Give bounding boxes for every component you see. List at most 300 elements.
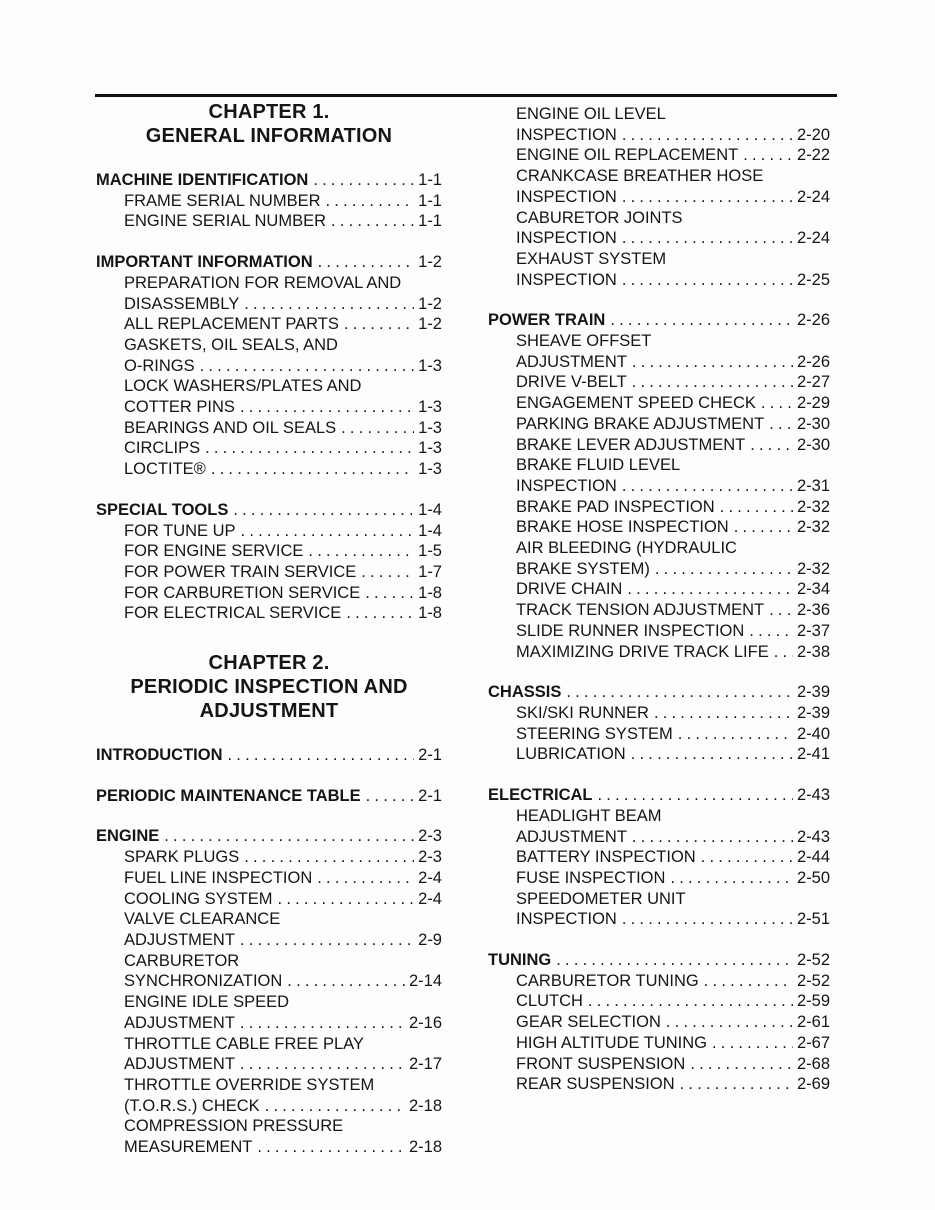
dot-leader xyxy=(257,1137,405,1158)
toc-entry-label: ALL REPLACEMENT PARTS xyxy=(124,315,339,334)
toc-entry-page: 2-18 xyxy=(408,1138,442,1157)
toc-entry-line xyxy=(96,930,442,951)
dot-leader xyxy=(678,724,793,745)
toc-entry-label: SPARK PLUGS xyxy=(124,848,240,867)
toc-entry-page: 2-50 xyxy=(796,868,830,887)
dot-leader xyxy=(622,187,793,208)
toc-entry-line xyxy=(488,187,830,208)
dot-leader xyxy=(734,517,793,538)
toc-entry-label: ENGINE IDLE SPEED xyxy=(124,993,290,1012)
toc-entry-label: GEAR SELECTION xyxy=(516,1013,661,1032)
toc-entry-label: COMPRESSION PRESSURE xyxy=(124,1117,344,1136)
toc-entry-label: ADJUSTMENT xyxy=(124,1055,235,1074)
dot-leader xyxy=(632,372,793,393)
toc-entry-page: 2-24 xyxy=(796,187,830,206)
dot-leader xyxy=(690,1054,793,1075)
toc-entry-line xyxy=(96,1034,442,1055)
toc-entry-page: 1-5 xyxy=(418,542,442,561)
dot-leader xyxy=(164,826,414,847)
toc-entry-line xyxy=(488,744,830,765)
toc-entry-line xyxy=(488,538,830,559)
toc-entry-page: 2-22 xyxy=(796,146,830,165)
toc-entry-line xyxy=(488,682,830,703)
dot-leader xyxy=(632,352,793,373)
toc-entry-page: 2-43 xyxy=(796,786,830,805)
toc-entry-label: LOCK WASHERS/PLATES AND xyxy=(124,377,362,396)
toc-column-right xyxy=(488,104,830,1095)
toc-entry-page: 1-7 xyxy=(418,562,442,581)
dot-leader xyxy=(566,682,793,703)
toc-entry-line xyxy=(488,352,830,373)
toc-entry-label: SKI/SKI RUNNER xyxy=(516,703,649,722)
dot-leader xyxy=(361,562,414,583)
toc-entry-label: FOR TUNE UP xyxy=(124,521,236,540)
dot-leader xyxy=(240,397,414,418)
dot-leader xyxy=(244,294,414,315)
toc-entry-line xyxy=(488,909,830,930)
toc-entry-page: 2-14 xyxy=(408,972,442,991)
toc-entry-line xyxy=(96,1054,442,1075)
toc-entry-label: ADJUSTMENT xyxy=(124,930,235,949)
toc-entry-line xyxy=(488,579,830,600)
dot-leader xyxy=(749,621,793,642)
toc-entry-label: HIGH ALTITUDE TUNING xyxy=(516,1033,707,1052)
dot-leader xyxy=(622,125,793,146)
dot-leader xyxy=(622,270,793,291)
toc-entry-line xyxy=(96,170,442,191)
toc-entry-label: CABURETOR JOINTS xyxy=(516,208,683,227)
toc-entry-label: POWER TRAIN xyxy=(488,311,606,330)
toc-entry-line xyxy=(488,435,830,456)
chapter-heading xyxy=(96,100,442,148)
toc-entry-line xyxy=(96,459,442,480)
dot-leader xyxy=(326,191,415,212)
toc-entry-label: CLUTCH xyxy=(516,992,583,1011)
toc-entry-page: 1-1 xyxy=(418,212,442,231)
dot-leader xyxy=(761,393,793,414)
dot-leader xyxy=(720,497,793,518)
toc-entry-label: INSPECTION xyxy=(516,910,617,929)
dot-leader xyxy=(712,1033,793,1054)
toc-entry-line xyxy=(488,724,830,745)
dot-leader xyxy=(704,971,793,992)
toc-entry-page: 2-9 xyxy=(418,930,442,949)
toc-entry-line xyxy=(488,1033,830,1054)
dot-leader xyxy=(774,642,793,663)
toc-entry-page: 2-68 xyxy=(796,1054,830,1073)
dot-leader xyxy=(344,314,414,335)
toc-entry-label: SYNCHRONIZATION xyxy=(124,972,283,991)
toc-entry-page: 1-3 xyxy=(418,460,442,479)
dot-leader xyxy=(366,786,415,807)
toc-entry-page: 2-36 xyxy=(796,601,830,620)
toc-entry-label: SPEEDOMETER UNIT xyxy=(516,889,686,908)
toc-entry-page: 2-34 xyxy=(796,580,830,599)
dot-leader xyxy=(627,579,793,600)
toc-entry-line xyxy=(488,827,830,848)
dot-leader xyxy=(743,145,793,166)
toc-entry-line xyxy=(488,806,830,827)
toc-entry-page: 2-69 xyxy=(796,1075,830,1094)
toc-entry-line xyxy=(96,397,442,418)
toc-entry-page: 2-38 xyxy=(796,642,830,661)
toc-entry-line xyxy=(488,1074,830,1095)
toc-entry-label: CARBURETOR xyxy=(124,951,240,970)
toc-entry-line xyxy=(488,310,830,331)
toc-entry-page: 2-39 xyxy=(796,683,830,702)
toc-entry-label: ADJUSTMENT xyxy=(516,827,627,846)
toc-entry-page: 2-18 xyxy=(408,1096,442,1115)
dot-leader xyxy=(313,170,414,191)
dot-leader xyxy=(346,603,414,624)
toc-entry-label: GASKETS, OIL SEALS, AND xyxy=(124,335,338,354)
toc-entry-label: BRAKE HOSE INSPECTION xyxy=(516,518,729,537)
toc-entry-page: 2-43 xyxy=(796,827,830,846)
toc-entry-line xyxy=(96,376,442,397)
toc-entry-line xyxy=(488,145,830,166)
toc-entry-label: BEARINGS AND OIL SEALS xyxy=(124,418,337,437)
dot-leader xyxy=(632,827,793,848)
toc-entry-page: 2-26 xyxy=(796,311,830,330)
toc-entry-label: IMPORTANT INFORMATION xyxy=(96,253,313,272)
toc-entry-label: THROTTLE OVERRIDE SYSTEM xyxy=(124,1075,375,1094)
dot-leader xyxy=(233,500,414,521)
toc-entry-label: SHEAVE OFFSET xyxy=(516,332,652,351)
toc-entry-label: INSPECTION xyxy=(516,476,617,495)
toc-entry-line xyxy=(488,950,830,971)
dot-leader xyxy=(588,991,793,1012)
dot-leader xyxy=(244,847,414,868)
toc-entry-line xyxy=(96,992,442,1013)
toc-entry-line xyxy=(488,868,830,889)
dot-leader xyxy=(341,418,414,439)
toc-entry-line xyxy=(96,418,442,439)
toc-entry-label: BATTERY INSPECTION xyxy=(516,848,696,867)
toc-entry-line xyxy=(488,455,830,476)
dot-leader xyxy=(241,521,415,542)
toc-entry-line xyxy=(488,104,830,125)
toc-entry-line xyxy=(96,335,442,356)
toc-entry-line xyxy=(96,583,442,604)
toc-entry-page: 2-61 xyxy=(796,1013,830,1032)
dot-leader xyxy=(750,435,793,456)
dot-leader xyxy=(610,310,793,331)
toc-entry-label: FOR CARBURETION SERVICE xyxy=(124,583,361,602)
dot-leader xyxy=(622,476,793,497)
toc-entry-label: DRIVE V-BELT xyxy=(516,373,627,392)
dot-leader xyxy=(287,971,405,992)
toc-entry-line xyxy=(96,191,442,212)
toc-entry-page: 2-4 xyxy=(418,889,442,908)
toc-entry-line xyxy=(96,541,442,562)
toc-entry-page: 2-51 xyxy=(796,910,830,929)
toc-entry-label: CARBURETOR TUNING xyxy=(516,971,699,990)
toc-entry-line xyxy=(488,166,830,187)
toc-entry-line xyxy=(96,971,442,992)
toc-entry-line xyxy=(488,785,830,806)
toc-entry-line xyxy=(96,314,442,335)
top-rule xyxy=(95,94,837,97)
toc-entry-page: 2-30 xyxy=(796,414,830,433)
toc-entry-line xyxy=(96,868,442,889)
toc-entry-page: 2-44 xyxy=(796,848,830,867)
dot-leader xyxy=(769,414,793,435)
toc-entry-line xyxy=(96,786,442,807)
dot-leader xyxy=(622,228,793,249)
toc-entry-line xyxy=(488,270,830,291)
toc-entry-page: 2-37 xyxy=(796,621,830,640)
toc-entry-line xyxy=(488,208,830,229)
toc-entry-label: ENGINE SERIAL NUMBER xyxy=(124,212,327,231)
toc-entry-label: FRONT SUSPENSION xyxy=(516,1054,686,1073)
toc-entry-page: 2-32 xyxy=(796,497,830,516)
toc-entry-label: O-RINGS xyxy=(124,356,195,375)
toc-entry-line xyxy=(96,521,442,542)
dot-leader xyxy=(769,600,793,621)
toc-entry-line xyxy=(96,745,442,766)
toc-entry-page: 2-40 xyxy=(796,724,830,743)
toc-entry-page: 2-29 xyxy=(796,394,830,413)
toc-entry-line xyxy=(488,971,830,992)
toc-entry-label: INSPECTION xyxy=(516,187,617,206)
dot-leader xyxy=(701,847,793,868)
toc-entry-line xyxy=(488,991,830,1012)
toc-entry-label: MEASUREMENT xyxy=(124,1138,253,1157)
toc-entry-label: TRACK TENSION ADJUSTMENT xyxy=(516,601,765,620)
toc-entry-label: INSPECTION xyxy=(516,125,617,144)
toc-entry-label: HEADLIGHT BEAM xyxy=(516,806,662,825)
toc-entry-page: 2-52 xyxy=(796,951,830,970)
toc-entry-line xyxy=(96,252,442,273)
toc-entry-page: 2-32 xyxy=(796,559,830,578)
toc-entry-page: 1-3 xyxy=(418,439,442,458)
toc-entry-line xyxy=(488,621,830,642)
toc-entry-label: BRAKE SYSTEM) xyxy=(516,559,650,578)
dot-leader xyxy=(278,889,415,910)
toc-entry-page: 2-32 xyxy=(796,518,830,537)
toc-entry-label: ENGAGEMENT SPEED CHECK xyxy=(516,394,756,413)
toc-entry-page: 2-39 xyxy=(796,703,830,722)
toc-entry-label: ENGINE OIL LEVEL xyxy=(516,105,666,123)
toc-entry-line xyxy=(488,497,830,518)
toc-entry-page: 2-27 xyxy=(796,373,830,392)
toc-entry-page: 1-2 xyxy=(418,315,442,334)
chapter-heading-line: CHAPTER 1. xyxy=(208,101,330,123)
toc-entry-label: FUSE INSPECTION xyxy=(516,868,666,887)
toc-entry-line xyxy=(488,703,830,724)
toc-entry-page: 2-3 xyxy=(418,848,442,867)
chapter-heading-line: GENERAL INFORMATION xyxy=(145,125,393,147)
toc-entry-page: 1-8 xyxy=(418,604,442,623)
dot-leader xyxy=(240,930,414,951)
dot-leader xyxy=(654,703,793,724)
toc-entry-page: 1-1 xyxy=(418,171,442,189)
toc-entry-page: 2-30 xyxy=(796,435,830,454)
toc-entry-label: FOR POWER TRAIN SERVICE xyxy=(124,562,357,581)
toc-entry-label: STEERING SYSTEM xyxy=(516,724,673,743)
toc-entry-label: PREPARATION FOR REMOVAL AND xyxy=(124,273,402,292)
toc-entry-line xyxy=(488,559,830,580)
toc-entry-label: ADJUSTMENT xyxy=(124,1013,235,1032)
toc-entry-label: ENGINE xyxy=(96,827,160,846)
toc-entry-label: SPECIAL TOOLS xyxy=(96,500,229,519)
toc-entry-page: 2-41 xyxy=(796,745,830,764)
toc-entry-label: COTTER PINS xyxy=(124,398,235,417)
toc-entry-page: 1-4 xyxy=(418,500,442,519)
chapter-heading-line: CHAPTER 2. xyxy=(208,652,330,675)
toc-entry-label: CHASSIS xyxy=(488,683,562,702)
toc-entry-label: (T.O.R.S.) CHECK xyxy=(124,1096,260,1115)
dot-leader xyxy=(331,211,414,232)
toc-entry-line xyxy=(488,1012,830,1033)
toc-entry-label: TUNING xyxy=(488,951,552,970)
toc-entry-page: 2-20 xyxy=(796,125,830,144)
toc-entry-page: 2-52 xyxy=(796,971,830,990)
toc-entry-line xyxy=(96,273,442,294)
dot-leader xyxy=(211,459,414,480)
toc-entry-page: 1-1 xyxy=(418,191,442,210)
toc-entry-line xyxy=(488,331,830,352)
toc-entry-page: 2-16 xyxy=(408,1013,442,1032)
toc-entry-line xyxy=(488,125,830,146)
toc-entry-line xyxy=(96,847,442,868)
dot-leader xyxy=(666,1012,793,1033)
dot-leader xyxy=(205,438,414,459)
toc-entry-label: LUBRICATION xyxy=(516,745,626,764)
toc-entry-page: 2-24 xyxy=(796,229,830,248)
toc-entry-label: CIRCLIPS xyxy=(124,439,201,458)
toc-entry-line xyxy=(488,393,830,414)
dot-leader xyxy=(228,745,415,766)
dot-leader xyxy=(317,868,414,889)
toc-entry-label: INSPECTION xyxy=(516,270,617,289)
toc-entry-line xyxy=(488,600,830,621)
toc-entry-label: MAXIMIZING DRIVE TRACK LIFE xyxy=(516,642,769,661)
toc-entry-label: MACHINE IDENTIFICATION xyxy=(96,171,309,189)
toc-entry-line xyxy=(488,1054,830,1075)
toc-entry-page: 2-3 xyxy=(418,827,442,846)
toc-entry-label: LOCTITE® xyxy=(124,460,206,479)
toc-entry-line xyxy=(96,211,442,232)
toc-entry-line xyxy=(96,951,442,972)
toc-entry-line xyxy=(96,500,442,521)
toc-entry-line xyxy=(96,438,442,459)
toc-entry-label: ENGINE OIL REPLACEMENT xyxy=(516,146,739,165)
toc-entry-page: 1-2 xyxy=(418,253,442,272)
toc-entry-label: BRAKE PAD INSPECTION xyxy=(516,497,715,516)
toc-entry-page: 2-1 xyxy=(418,746,442,765)
toc-entry-label: FOR ELECTRICAL SERVICE xyxy=(124,604,342,623)
toc-entry-label: THROTTLE CABLE FREE PLAY xyxy=(124,1034,364,1053)
toc-entry-line xyxy=(488,228,830,249)
chapter-heading-line: PERIODIC INSPECTION AND xyxy=(130,676,408,699)
toc-entry-page: 1-4 xyxy=(418,521,442,540)
toc-entry-line xyxy=(488,372,830,393)
toc-entry-label: INSPECTION xyxy=(516,229,617,248)
dot-leader xyxy=(240,1054,405,1075)
dot-leader xyxy=(655,559,793,580)
toc-entry-label: FOR ENGINE SERVICE xyxy=(124,542,304,561)
toc-entry-page: 2-67 xyxy=(796,1033,830,1052)
toc-entry-line xyxy=(96,889,442,910)
toc-entry-line xyxy=(488,642,830,663)
toc-entry-line xyxy=(96,603,442,624)
toc-entry-page: 2-4 xyxy=(418,868,442,887)
toc-entry-label: ADJUSTMENT xyxy=(516,352,627,371)
toc-entry-line xyxy=(96,826,442,847)
toc-entry-page: 2-26 xyxy=(796,352,830,371)
toc-entry-label: EXHAUST SYSTEM xyxy=(516,249,667,268)
toc-entry-label: SLIDE RUNNER INSPECTION xyxy=(516,621,745,640)
toc-entry-page: 1-3 xyxy=(418,398,442,417)
toc-entry-line xyxy=(96,1075,442,1096)
toc-column-left xyxy=(96,100,442,1158)
toc-entry-label: BRAKE FLUID LEVEL xyxy=(516,456,681,475)
toc-entry-label: FRAME SERIAL NUMBER xyxy=(124,191,321,210)
toc-entry-page: 2-31 xyxy=(796,476,830,495)
toc-entry-label: PARKING BRAKE ADJUSTMENT xyxy=(516,414,765,433)
toc-entry-page: 2-59 xyxy=(796,992,830,1011)
toc-entry-line xyxy=(96,294,442,315)
toc-entry-page: 1-8 xyxy=(418,583,442,602)
dot-leader xyxy=(365,583,414,604)
toc-entry-page: 1-2 xyxy=(418,294,442,313)
toc-entry-line xyxy=(488,889,830,910)
dot-leader xyxy=(631,744,793,765)
toc-entry-page: 1-3 xyxy=(418,418,442,437)
toc-entry-line xyxy=(96,1096,442,1117)
dot-leader xyxy=(265,1096,405,1117)
toc-entry-page: 2-25 xyxy=(796,270,830,289)
dot-leader xyxy=(680,1074,793,1095)
toc-entry-label: AIR BLEEDING (HYDRAULIC xyxy=(516,539,737,558)
toc-entry-label: BRAKE LEVER ADJUSTMENT xyxy=(516,435,746,454)
toc-entry-label: DISASSEMBLY xyxy=(124,294,240,313)
toc-entry-page: 2-1 xyxy=(418,786,442,805)
chapter-heading-line: ADJUSTMENT xyxy=(199,700,339,723)
toc-entry-line xyxy=(96,1137,442,1158)
dot-leader xyxy=(200,356,415,377)
dot-leader xyxy=(308,541,414,562)
dot-leader xyxy=(598,785,793,806)
toc-entry-label: DRIVE CHAIN xyxy=(516,580,623,599)
toc-entry-page: 1-3 xyxy=(418,356,442,375)
toc-entry-line xyxy=(488,414,830,435)
toc-entry-line xyxy=(96,1013,442,1034)
dot-leader xyxy=(556,950,793,971)
toc-entry-label: PERIODIC MAINTENANCE TABLE xyxy=(96,786,361,805)
toc-entry-line xyxy=(96,909,442,930)
toc-entry-label: INTRODUCTION xyxy=(96,746,223,765)
toc-entry-line xyxy=(488,249,830,270)
toc-entry-label: CRANKCASE BREATHER HOSE xyxy=(516,167,764,186)
toc-entry-line xyxy=(488,476,830,497)
dot-leader xyxy=(318,252,415,273)
dot-leader xyxy=(240,1013,405,1034)
chapter-heading xyxy=(96,651,442,723)
toc-entry-label: ELECTRICAL xyxy=(488,786,593,805)
toc-entry-line xyxy=(96,356,442,377)
toc-entry-label: FUEL LINE INSPECTION xyxy=(124,868,313,887)
toc-entry-label: COOLING SYSTEM xyxy=(124,889,273,908)
dot-leader xyxy=(622,909,793,930)
toc-entry-label: REAR SUSPENSION xyxy=(516,1075,675,1094)
toc-entry-line xyxy=(96,1116,442,1137)
toc-entry-line xyxy=(488,847,830,868)
toc-entry-line xyxy=(488,517,830,538)
toc-entry-page: 2-17 xyxy=(408,1055,442,1074)
toc-entry-line xyxy=(96,562,442,583)
